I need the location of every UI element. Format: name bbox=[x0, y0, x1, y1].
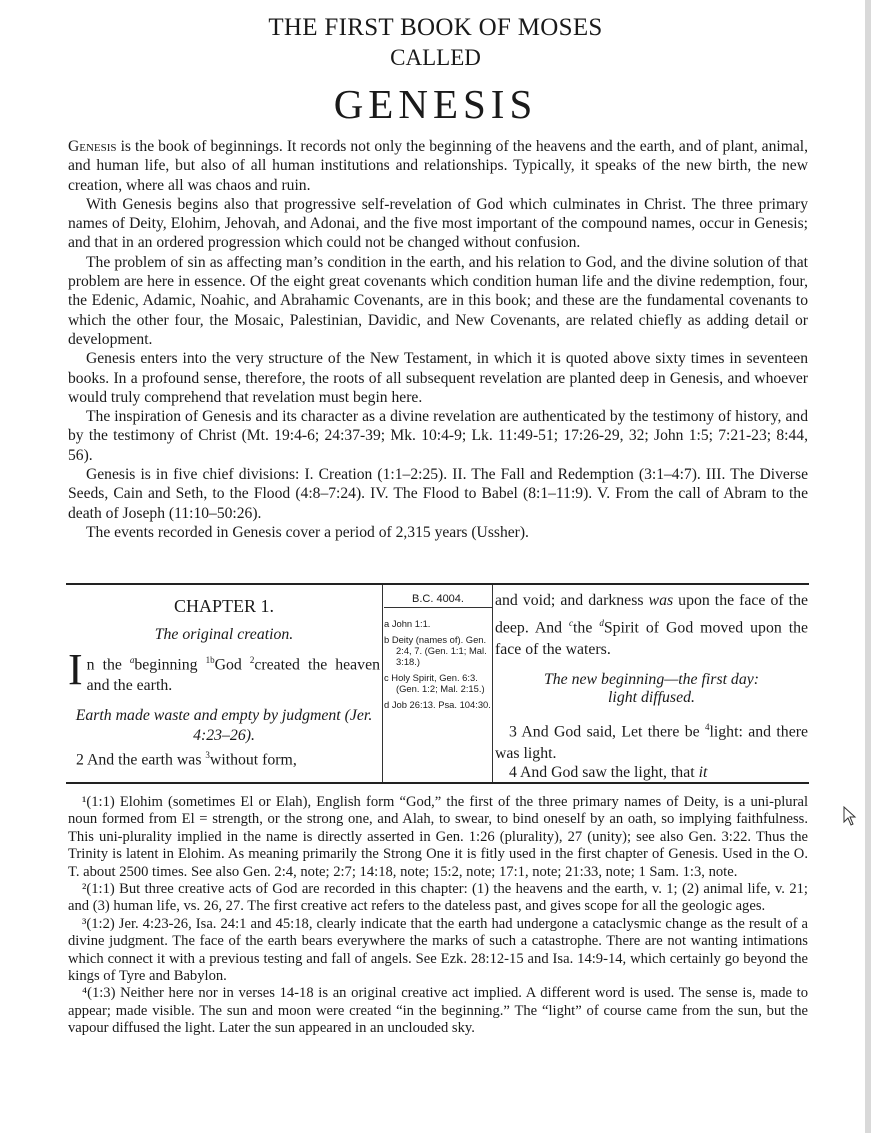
drop-cap: I bbox=[68, 645, 83, 694]
window-edge bbox=[865, 0, 871, 1133]
verse-italic: it bbox=[698, 763, 708, 781]
note-mark: 2 bbox=[249, 655, 255, 665]
chapter-heading: CHAPTER 1. bbox=[173, 596, 274, 616]
mouse-pointer-icon bbox=[843, 806, 857, 831]
verse-3 bbox=[495, 717, 808, 763]
column-divider-left bbox=[382, 585, 383, 782]
footnote: ⁴(1:3) Neither here nor in verses 14-18 is an original creative act implied. A different word is used. The sense is, made to appear; made visible. The sun and moon were created “in the beginning.” The “light” of course came from the sun, but the vapour diffused the light. Later the sun appeared in an unclouded sky. bbox=[68, 985, 808, 1037]
section-heading: Earth made waste and empty by judgment (Jer. 4:23–26). bbox=[75, 707, 373, 745]
intro-paragraph: The events recorded in Genesis cover a period of 2,315 years (Ussher). bbox=[86, 523, 529, 541]
footnote: ¹(1:1) Elohim (sometimes El or Elah), English form “God,” the first of the three primary names of Deity, is a uni-plural noun formed from El = strength, or the strong one, and Alah, to swear, to bind oneself by an oath, so implying faithfulness. This uni-plurality implied in the name is directly asserted in Gen. 1:26 (plurality), 27 (unity); see also Gen. 3:22. Thus the Trinity is latent in Elohim. As meaning primarily the Strong One it is fitly used in the first chapter of Genesis. Used in the O. T. about 2500 times. See also Gen. 2:4, note; 2:7; 14:18, note; 15:2, note; 17:1, note; 21:33, note; 1 Sam. 1:3, note. bbox=[68, 794, 808, 880]
footnote: ³(1:2) Jer. 4:23-26, Isa. 24:1 and 45:18, clearly indicate that the earth had undergone a cataclysmic change as the result of a divine judgment. The face of the earth bears everywhere the marks of such a catastrophe. There are not wanting intimations which connect it with a previous testing and fall of angels. See Ezk. 28:12-15 and Isa. 14:9-14, which certainly go beyond the kings of Tyre and Babylon. bbox=[68, 915, 808, 985]
introduction bbox=[68, 137, 808, 542]
verse-text: light: and there was light. bbox=[495, 723, 808, 762]
column-divider-right bbox=[492, 585, 493, 782]
book-title-genesis: GENESIS bbox=[333, 81, 538, 127]
verse-text: created the heaven and the earth. bbox=[86, 656, 380, 695]
intro-paragraph bbox=[68, 137, 808, 195]
reference-mark: a bbox=[129, 655, 135, 665]
margin-reference: d Job 26:13. Psa. 104:30. bbox=[384, 699, 491, 710]
date-label: B.C. 4004. bbox=[384, 594, 492, 608]
note-mark: 1b bbox=[205, 655, 215, 665]
intro-paragraph: With Genesis begins also that progressive self-revelation of God which culminates in Christ. The three primary names of Deity, Elohim, Jehovah, and Adonai, and the five most important of the compound names, occur in Genesis; and that in an ordered progression which could not be changed without confusion. bbox=[68, 195, 808, 252]
section-heading: light diffused. bbox=[608, 689, 695, 707]
text-column-left bbox=[68, 590, 380, 770]
verse-text: the bbox=[573, 619, 600, 637]
book-title-line1: THE FIRST BOOK OF MOSES bbox=[268, 14, 603, 41]
verse-text: without form, bbox=[209, 751, 297, 769]
verse-text: n the bbox=[86, 656, 130, 674]
book-title-line2: CALLED bbox=[390, 45, 481, 70]
verse-text: 3 And God said, Let there be bbox=[509, 723, 705, 741]
margin-reference: b Deity (names of). Gen. 2:4, 7. (Gen. 1:1; Mal. 3:18.) bbox=[384, 634, 487, 667]
note-mark: 4 bbox=[705, 722, 710, 733]
verse-italic: was bbox=[648, 592, 674, 609]
verse-1 bbox=[68, 645, 380, 696]
verse-text: 2 And the earth was bbox=[76, 751, 206, 769]
verse-4 bbox=[495, 764, 808, 782]
verse-text: upon the face of the deep. And bbox=[495, 592, 808, 637]
intro-paragraph: Genesis is in five chief divisions: I. Creation (1:1–2:25). II. The Fall and Redemption (3:1–4:7). III. The Diverse Seeds, Cain and Seth, to the Flood (4:8–7:24). IV. The Flood to Babel (8:1–11:9). V. From the call of Abram to the death of Joseph (11:10–50:26). bbox=[68, 466, 808, 522]
reference-mark: d bbox=[599, 618, 604, 628]
bottom-rule bbox=[66, 782, 809, 784]
note-mark: 3 bbox=[205, 750, 210, 761]
footnotes bbox=[68, 794, 808, 1038]
verse-text: and void; and darkness bbox=[495, 592, 649, 609]
verse-2-continued bbox=[495, 590, 808, 661]
verse-2 bbox=[68, 750, 380, 769]
margin-reference: a John 1:1. bbox=[384, 618, 431, 629]
intro-text: is the book of beginnings. It records not only the beginning of the heavens and the earth, and of plant, animal, and human life, but also of all human institutions and relationships. Typically, it speaks of the new birth, the new creation, where all was chaos and ruin. bbox=[68, 138, 808, 194]
verse-text: God bbox=[214, 656, 250, 674]
intro-paragraph: The inspiration of Genesis and its character as a divine revelation are authenticated by the testimony of history, and by the testimony of Christ (Mt. 19:4-6; 24:37-39; Mk. 10:4-9; Lk. 11:49-51; 17:26-29, 32; John 1:5; 7:21-23; 8:44, 56). bbox=[68, 408, 808, 464]
verse-text: beginning bbox=[134, 656, 206, 674]
footnote: ²(1:1) But three creative acts of God are recorded in this chapter: (1) the heavens and the earth, v. 1; (2) animal life, v. 21; and (3) human life, vs. 26, 27. The first creative act refers to the dateless past, and gives scope for all the geologic ages. bbox=[68, 881, 808, 915]
verse-text: Spirit of God moved upon the face of the waters. bbox=[495, 619, 808, 659]
intro-lead-word: Genesis bbox=[68, 138, 117, 155]
intro-paragraph: The problem of sin as affecting man’s condition in the earth, and his relation to God, and the divine solution of that problem are here in essence. Of the eight great covenants which condition human life and the divine redemption, four, the Edenic, Adamic, Noahic, and Abrahamic Covenants, are in this book; and these are the fundamental covenants to which the other four, the Mosaic, Palestinian, Davidic, and New Covenants, are related chiefly as adding detail or development. bbox=[68, 253, 808, 348]
section-heading: The new beginning—the first day: bbox=[544, 671, 759, 689]
margin-references bbox=[384, 594, 492, 710]
reference-mark: c bbox=[569, 618, 574, 628]
text-column-right bbox=[495, 590, 808, 782]
section-heading: The original creation. bbox=[154, 626, 294, 643]
intro-paragraph: Genesis enters into the very structure of the New Testament, in which it is quoted above sixty times in seventeen books. In a profound sense, therefore, the roots of all subsequent revelation are planted deep in Genesis, and whoever would truly comprehend that revelation must begin here. bbox=[68, 350, 808, 406]
top-rule bbox=[66, 583, 809, 585]
verse-text: 4 And God saw the light, that bbox=[509, 763, 699, 781]
margin-reference: c Holy Spirit, Gen. 6:3. (Gen. 1:2; Mal. 2:15.) bbox=[384, 672, 485, 694]
